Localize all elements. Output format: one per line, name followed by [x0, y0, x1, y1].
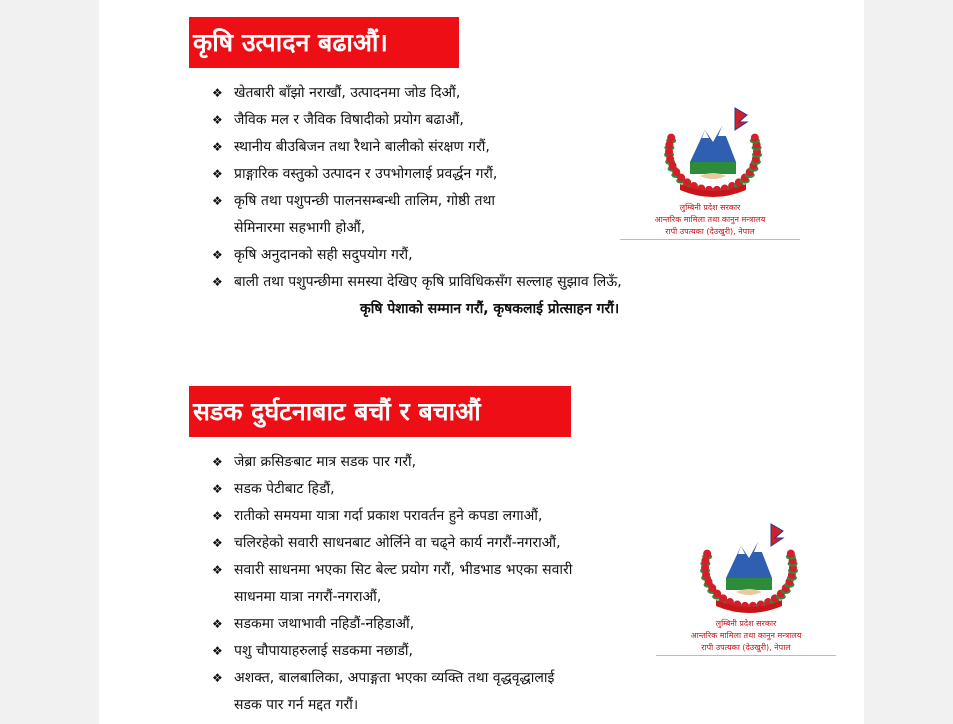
- bullet-icon: ❖: [212, 536, 223, 550]
- list-item: [212, 665, 572, 719]
- bullet-icon: ❖: [212, 671, 223, 685]
- logo-line3: रापी उपत्यका (देउखुरी), नेपाल: [701, 643, 791, 652]
- list-item: [212, 188, 622, 242]
- list-item-text: प्राङ्गारिक वस्तुको उत्पादन र उपभोगलाई प्रवर्द्धन गरौं,: [234, 166, 498, 182]
- government-logo: [620, 100, 800, 240]
- list-item: [212, 161, 622, 188]
- bullet-icon: ❖: [212, 194, 223, 208]
- list-item-text: पशु चौपायाहरुलाई सडकमा नछाडौं,: [234, 643, 413, 659]
- logo-line2: आन्तरिक मामिला तथा कानुन मन्त्रालय: [690, 631, 802, 640]
- emblem-icon: [686, 516, 806, 616]
- emblem-icon: [650, 100, 770, 200]
- list-item-text: चलिरहेको सवारी साधनबाट ओर्लिने वा चढ्ने कार्य नगरौं-नगराऔं,: [234, 535, 561, 551]
- bullet-icon: ❖: [212, 113, 223, 127]
- list-item: [212, 134, 622, 161]
- list-item-text: जैविक मल र जैविक विषादीको प्रयोग बढाऔं,: [234, 112, 464, 128]
- bullet-icon: ❖: [212, 455, 223, 469]
- list-item-text: कृषि तथा पशुपन्छी पालनसम्बन्धी तालिम, गोष्ठी तथा: [234, 193, 496, 209]
- list-item-text: कृषि अनुदानको सही सदुपयोग गरौं,: [234, 247, 413, 263]
- list-item-text: सडकमा जथाभावी नहिडौं-नहिडाऔं,: [234, 616, 415, 632]
- list-item-text: स्थानीय बीउबिजन तथा रैथाने बालीको संरक्षण गरौं,: [234, 139, 490, 155]
- logo-line2: आन्तरिक मामिला तथा कानुन मन्त्रालय: [654, 215, 766, 224]
- list-item: [212, 503, 572, 530]
- list-item-text: बाली तथा पशुपन्छीमा समस्या देखिए कृषि प्राविधिकसँग सल्लाह सुझाव लिऊँ,: [234, 274, 622, 290]
- list-item: [212, 107, 622, 134]
- list-item: [212, 476, 572, 503]
- list-item: [212, 80, 622, 107]
- bullet-icon: ❖: [212, 509, 223, 523]
- government-logo-2: [656, 516, 836, 656]
- list-item: [212, 242, 622, 269]
- bullet-icon: ❖: [212, 86, 223, 100]
- bullet-icon: ❖: [212, 275, 223, 289]
- list-item-text: सडक पार गर्न मद्दत गरौं।: [234, 697, 359, 713]
- list-item: [212, 530, 572, 557]
- list-item-text: साधनमा यात्रा नगरौं-नगराऔं,: [234, 589, 382, 605]
- list-item-text: सवारी साधनमा भएका सिट बेल्ट प्रयोग गरौं, भीडभाड भएका सवारी: [234, 562, 573, 578]
- bullet-icon: ❖: [212, 482, 223, 496]
- bullet-icon: ❖: [212, 644, 223, 658]
- logo-line1: लुम्बिनी प्रदेश सरकार: [679, 203, 741, 212]
- list-item: [212, 611, 572, 638]
- list-item-text: रातीको समयमा यात्रा गर्दा प्रकाश परावर्तन हुने कपडा लगाऔं,: [234, 508, 543, 524]
- section1-slogan: कृषि पेशाको सम्मान गरौं, कृषकलाई प्रोत्साहन गरौं।: [360, 301, 620, 317]
- list-item-text: खेतबारी बाँझो नराखौं, उत्पादनमा जोड दिऔं,: [234, 85, 461, 101]
- section2-banner: सडक दुर्घटनाबाट बचौं र बचाऔं: [189, 386, 571, 437]
- list-item: [212, 449, 572, 476]
- section2-list: [212, 449, 572, 719]
- bullet-icon: ❖: [212, 617, 223, 631]
- section1-banner: कृषि उत्पादन बढाऔं।: [189, 17, 459, 68]
- list-item-text: सडक पेटीबाट हिडौं,: [234, 481, 335, 497]
- logo-line1: लुम्बिनी प्रदेश सरकार: [715, 619, 777, 628]
- bullet-icon: ❖: [212, 140, 223, 154]
- section1-list: [212, 80, 622, 296]
- bullet-icon: ❖: [212, 248, 223, 262]
- list-item: [212, 638, 572, 665]
- logo-line3: रापी उपत्यका (देउखुरी), नेपाल: [665, 227, 755, 236]
- list-item-text: सेमिनारमा सहभागी होऔं,: [234, 220, 366, 236]
- list-item-text: जेब्रा क्रसिङबाट मात्र सडक पार गरौं,: [234, 454, 417, 470]
- bullet-icon: ❖: [212, 563, 223, 577]
- poster-page: [99, 0, 864, 724]
- list-item: [212, 557, 572, 611]
- list-item-text: अशक्त, बालबालिका, अपाङ्गता भएका व्यक्ति तथा वृद्धवृद्धालाई: [234, 670, 555, 686]
- bullet-icon: ❖: [212, 167, 223, 181]
- list-item: [212, 269, 622, 296]
